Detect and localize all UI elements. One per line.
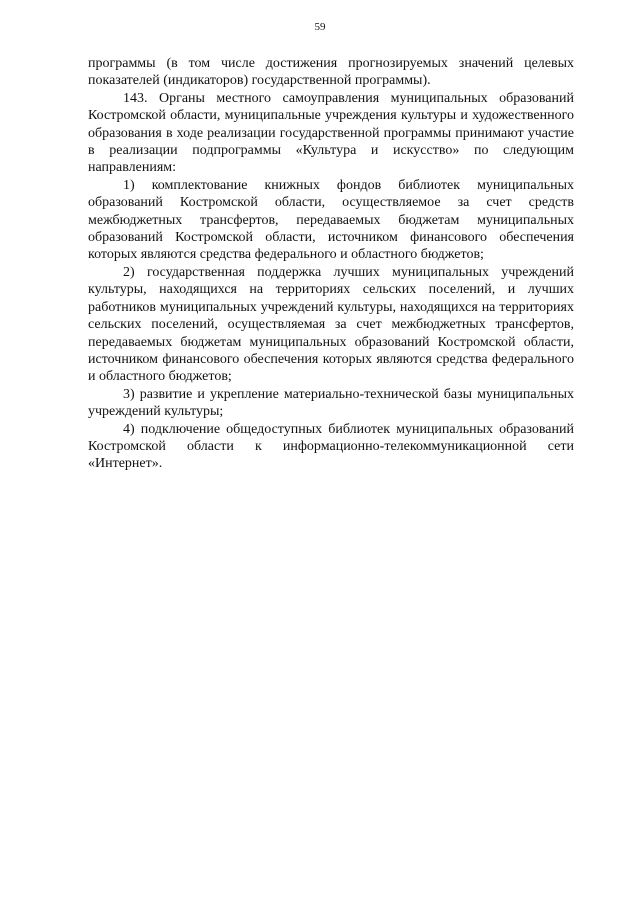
paragraph-clause-143: 143. Органы местного самоуправления муниципальных образований Костромской области, муниципальные учреждения культуры и художественного образования в ходе реализации государственной программы принимают участие в реализации подпрограммы «Культура и искусство» по следующим направлениям: bbox=[88, 90, 574, 176]
document-body bbox=[88, 55, 574, 473]
list-item-4: 4) подключение общедоступных библиотек муниципальных образований Костромской области к информационно-телекоммуникационной сети «Интернет». bbox=[88, 421, 574, 472]
paragraph-continuation: программы (в том числе достижения прогнозируемых значений целевых показателей (индикаторов) государственной программы). bbox=[88, 56, 574, 89]
page-number: 59 bbox=[314, 21, 326, 33]
list-item-2: 2) государственная поддержка лучших муниципальных учреждений культуры, находящихся на территориях сельских поселений, и лучших работников муниципальных учреждений культуры, находящихся на территориях сельских поселений, осуществляемая за счет межбюджетных трансфертов, передаваемых бюджетам муниципальных образований Костромской области, источником финансового обеспечения которых являются средства федерального и областного бюджетов; bbox=[88, 264, 574, 385]
list-item-3: 3) развитие и укрепление материально-технической базы муниципальных учреждений культуры; bbox=[88, 386, 574, 420]
list-item-1: 1) комплектование книжных фондов библиотек муниципальных образований Костромской области, осуществляемое за счет средств межбюджетных трансфертов, передаваемых бюджетам муниципальных образований Костромской области, источником финансового обеспечения которых являются средства федерального и областного бюджетов; bbox=[88, 177, 574, 263]
